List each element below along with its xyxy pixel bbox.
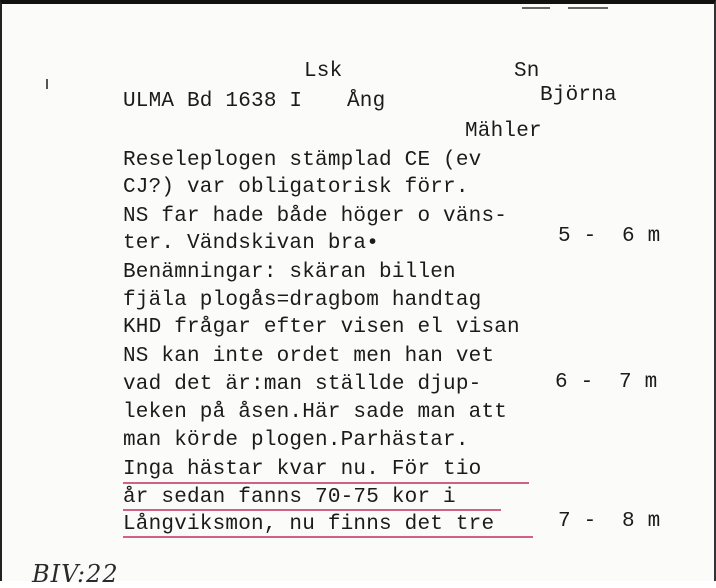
lsk-label: Lsk	[304, 60, 343, 83]
text-line-underlined: Långviksmon, nu finns det tre	[123, 513, 495, 536]
text-line-underlined: år sedan fanns 70-75 kor i	[123, 486, 456, 509]
text-line: CJ?) var obligatorisk förr.	[123, 176, 469, 199]
margin-note: 7 - 8 m	[558, 510, 661, 533]
red-underline	[123, 509, 501, 511]
text-line: fjäla plogås=dragbom handtag	[123, 289, 482, 312]
parish-name: Ång	[347, 90, 386, 113]
margin-note: 6 - 7 m	[555, 371, 658, 394]
text-line: leken på åsen.Här sade man att	[123, 401, 508, 424]
text-line: Benämningar: skäran billen	[123, 261, 456, 284]
archive-reference: ULMA Bd 1638 I	[123, 90, 303, 113]
text-line: ter. Vändskivan bra•	[123, 232, 380, 255]
left-tick-mark	[46, 79, 48, 89]
red-underline	[123, 482, 529, 484]
place-name: Björna	[540, 84, 617, 107]
sn-label: Sn	[514, 60, 540, 83]
top-edge-mark	[522, 7, 550, 9]
text-line: NS far hade både höger o väns-	[123, 205, 508, 228]
text-line: vad det är:man ställde djup-	[123, 373, 482, 396]
top-edge-mark	[568, 7, 608, 9]
text-line: KHD frågar efter visen el visan	[123, 316, 520, 339]
margin-note: 5 - 6 m	[558, 225, 661, 248]
red-underline	[123, 536, 533, 538]
informant-name: Mähler	[465, 120, 542, 143]
text-line: NS kan inte ordet men han vet	[123, 345, 495, 368]
text-line: Reseleplogen stämplad CE (ev	[123, 149, 482, 172]
text-line: man körde plogen.Parhästar.	[123, 429, 469, 452]
text-line-underlined: Inga hästar kvar nu. För tio	[123, 458, 482, 481]
handwritten-code: BIV:22	[32, 560, 119, 588]
